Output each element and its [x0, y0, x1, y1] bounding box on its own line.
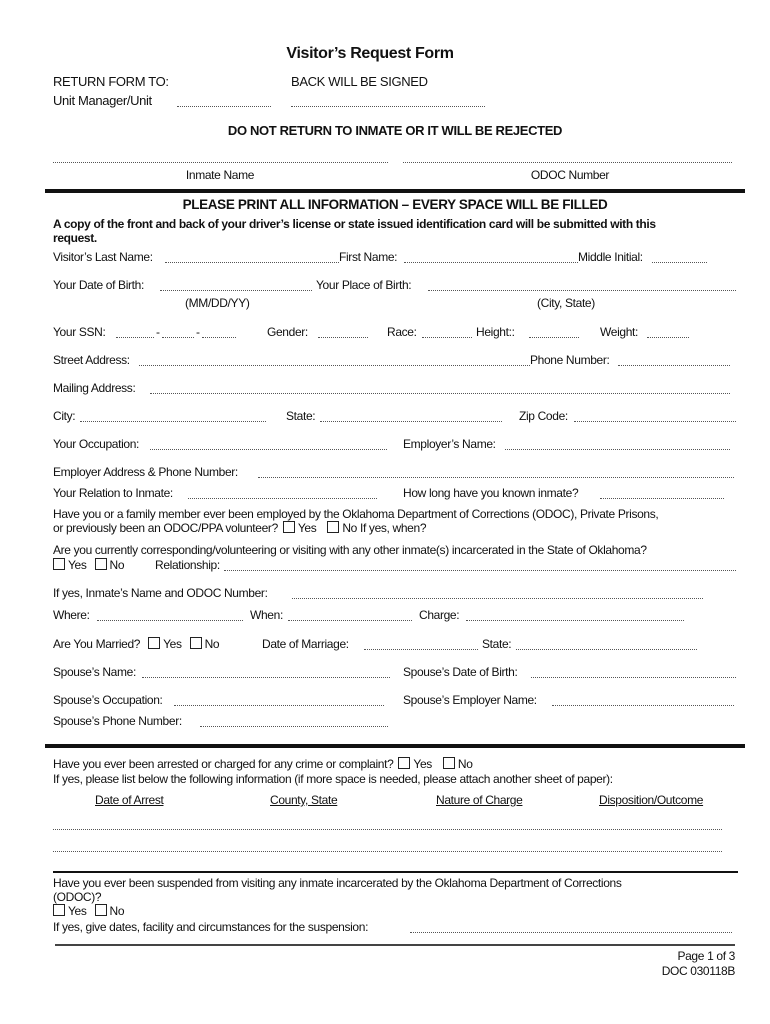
employer-name-field[interactable]	[505, 438, 730, 450]
married-label: Are You Married?	[53, 637, 141, 651]
date-of-marriage-field[interactable]	[364, 638, 478, 650]
column-county-state: County, State	[270, 793, 338, 807]
weight-field[interactable]	[647, 326, 689, 338]
ssn-part2-field[interactable]	[162, 326, 194, 338]
suspension-details-label: If yes, give dates, facility and circumstances for the suspension:	[53, 920, 369, 934]
spouse-phone-label: Spouse’s Phone Number:	[53, 714, 182, 728]
unit-field[interactable]	[177, 95, 271, 107]
employed-yes-checkbox[interactable]	[283, 521, 295, 533]
inmate-name-label: Inmate Name	[185, 168, 255, 182]
employed-question-row	[53, 521, 426, 535]
signature-field[interactable]	[291, 95, 485, 107]
yes-label: Yes	[297, 521, 317, 535]
pob-field[interactable]	[428, 279, 736, 291]
arrested-row	[53, 757, 473, 771]
dob-label: Your Date of Birth:	[53, 278, 144, 292]
zip-label: Zip Code:	[519, 409, 568, 423]
weight-label: Weight:	[600, 325, 639, 339]
city-label: City:	[53, 409, 76, 423]
id-notice-cont: request.	[53, 231, 97, 245]
where-field[interactable]	[97, 609, 243, 621]
race-field[interactable]	[422, 326, 472, 338]
suspended-no-checkbox[interactable]	[95, 904, 107, 916]
employed-question-cont: or previously been an ODOC/PPA volunteer?	[53, 521, 278, 535]
how-long-field[interactable]	[600, 487, 724, 499]
spouse-name-field[interactable]	[142, 666, 390, 678]
when-field[interactable]	[288, 609, 412, 621]
odoc-number-label: ODOC Number	[530, 168, 610, 182]
gender-label: Gender:	[267, 325, 308, 339]
arrested-yes-checkbox[interactable]	[398, 757, 410, 769]
first-name-label: First Name:	[339, 250, 398, 264]
gender-field[interactable]	[318, 326, 368, 338]
suspended-yes-checkbox[interactable]	[53, 904, 65, 916]
relation-label: Your Relation to Inmate:	[53, 486, 173, 500]
relation-field[interactable]	[188, 487, 377, 499]
yes-label: Yes	[163, 637, 182, 651]
last-name-field[interactable]	[165, 251, 339, 263]
mailing-field[interactable]	[150, 382, 730, 394]
middle-initial-field[interactable]	[652, 251, 707, 263]
yes-label: Yes	[413, 757, 432, 771]
occupation-field[interactable]	[150, 438, 387, 450]
divider	[53, 871, 738, 873]
street-label: Street Address:	[53, 353, 130, 367]
married-no-checkbox[interactable]	[190, 637, 202, 649]
employer-address-label: Employer Address & Phone Number:	[53, 465, 238, 479]
no-label: No	[109, 558, 125, 572]
employed-no-checkbox[interactable]	[327, 521, 339, 533]
state-label: State:	[286, 409, 316, 423]
phone-field[interactable]	[618, 354, 730, 366]
when-label: When:	[250, 608, 283, 622]
no-label: No	[342, 521, 357, 535]
corresponding-question: Are you currently corresponding/volunteering or visiting with any other inmate(s) incarcerated in the State of Oklahoma?	[53, 543, 647, 557]
marriage-state-label: State:	[482, 637, 512, 651]
relationship-field[interactable]	[224, 559, 736, 571]
corresponding-no-checkbox[interactable]	[95, 558, 107, 570]
ssn-separator: -	[196, 325, 200, 339]
zip-field[interactable]	[574, 410, 736, 422]
suspension-details-field[interactable]	[410, 921, 732, 933]
date-of-marriage-label: Date of Marriage:	[262, 637, 349, 651]
occupation-label: Your Occupation:	[53, 437, 140, 451]
first-name-field[interactable]	[404, 251, 578, 263]
last-name-label: Visitor’s Last Name:	[53, 250, 153, 264]
employer-address-field[interactable]	[258, 466, 734, 478]
mailing-label: Mailing Address:	[53, 381, 136, 395]
doc-number: DOC 030118B	[661, 964, 735, 978]
unit-manager-label: Unit Manager/Unit	[53, 93, 152, 108]
ssn-part3-field[interactable]	[202, 326, 236, 338]
no-label: No	[204, 637, 220, 651]
arrested-question: Have you ever been arrested or charged for any crime or complaint?	[53, 757, 394, 771]
height-label: Height::	[476, 325, 515, 339]
street-field[interactable]	[139, 354, 530, 366]
odoc-number-field[interactable]	[403, 151, 732, 163]
form-title: Visitor’s Request Form	[286, 45, 454, 62]
height-field[interactable]	[529, 326, 579, 338]
married-row	[53, 637, 219, 651]
inmate-odoc-label: If yes, Inmate’s Name and ODOC Number:	[53, 586, 268, 600]
relationship-label: Relationship:	[155, 558, 220, 572]
arrest-list-instructions: If yes, please list below the following information (if more space is needed, please attach another sheet of paper):	[53, 772, 613, 786]
back-will-be-signed: BACK WILL BE SIGNED	[291, 74, 428, 89]
yes-label: Yes	[68, 904, 87, 918]
how-long-label: How long have you known inmate?	[403, 486, 579, 500]
id-notice: A copy of the front and back of your driver’s license or state issued identification card will be submitted with this	[53, 217, 656, 231]
married-yes-checkbox[interactable]	[148, 637, 160, 649]
inmate-odoc-field[interactable]	[292, 587, 703, 599]
warning-text: DO NOT RETURN TO INMATE OR IT WILL BE REJECTED	[227, 123, 563, 138]
divider	[45, 744, 745, 748]
no-label: No	[109, 904, 125, 918]
spouse-occupation-label: Spouse’s Occupation:	[53, 693, 163, 707]
dob-field[interactable]	[160, 279, 312, 291]
spouse-phone-field[interactable]	[200, 715, 388, 727]
return-form-to: RETURN FORM TO:	[53, 74, 169, 89]
yes-label: Yes	[68, 558, 87, 572]
inmate-name-field[interactable]	[53, 151, 388, 163]
ssn-part1-field[interactable]	[116, 326, 154, 338]
corresponding-yes-checkbox[interactable]	[53, 558, 65, 570]
suspended-question: Have you ever been suspended from visiting any inmate incarcerated by the Oklahoma Department of Corrections	[53, 876, 622, 890]
marriage-state-field[interactable]	[516, 638, 697, 650]
phone-label: Phone Number:	[530, 353, 610, 367]
spouse-dob-field[interactable]	[531, 666, 736, 678]
state-field[interactable]	[320, 410, 502, 422]
section-heading: PLEASE PRINT ALL INFORMATION – EVERY SPACE WILL BE FILLED	[182, 197, 608, 212]
no-label: No	[457, 757, 473, 771]
page-number: Page 1 of 3	[677, 949, 735, 963]
arrest-row-field[interactable]	[53, 818, 722, 830]
spouse-employer-field[interactable]	[552, 694, 734, 706]
spouse-dob-label: Spouse’s Date of Birth:	[403, 665, 518, 679]
suspended-question-cont: (ODOC)?	[53, 890, 102, 904]
arrested-no-checkbox[interactable]	[443, 757, 455, 769]
race-label: Race:	[387, 325, 417, 339]
pob-hint: (City, State)	[537, 296, 595, 310]
corresponding-options	[53, 558, 124, 572]
charge-label: Charge:	[419, 608, 460, 622]
pob-label: Your Place of Birth:	[316, 278, 412, 292]
middle-initial-label: Middle Initial:	[578, 250, 643, 264]
spouse-occupation-field[interactable]	[174, 694, 384, 706]
suspended-options	[53, 904, 124, 918]
column-nature-of-charge: Nature of Charge	[436, 793, 523, 807]
city-field[interactable]	[80, 410, 266, 422]
where-label: Where:	[53, 608, 90, 622]
spouse-name-label: Spouse’s Name:	[53, 665, 136, 679]
if-yes-when-label: If yes, when?	[359, 521, 427, 535]
charge-field[interactable]	[466, 609, 684, 621]
divider	[45, 189, 745, 193]
ssn-label: Your SSN:	[53, 325, 106, 339]
column-date-of-arrest: Date of Arrest	[95, 793, 164, 807]
spouse-employer-label: Spouse’s Employer Name:	[403, 693, 537, 707]
column-disposition: Disposition/Outcome	[599, 793, 704, 807]
arrest-row-field[interactable]	[53, 840, 722, 852]
employer-name-label: Employer’s Name:	[403, 437, 496, 451]
dob-hint: (MM/DD/YY)	[185, 296, 250, 310]
suspension-details-line	[55, 944, 735, 946]
ssn-separator: -	[156, 325, 160, 339]
employed-question: Have you or a family member ever been employed by the Oklahoma Department of Corrections (ODOC), Private Prisons,	[53, 507, 659, 521]
